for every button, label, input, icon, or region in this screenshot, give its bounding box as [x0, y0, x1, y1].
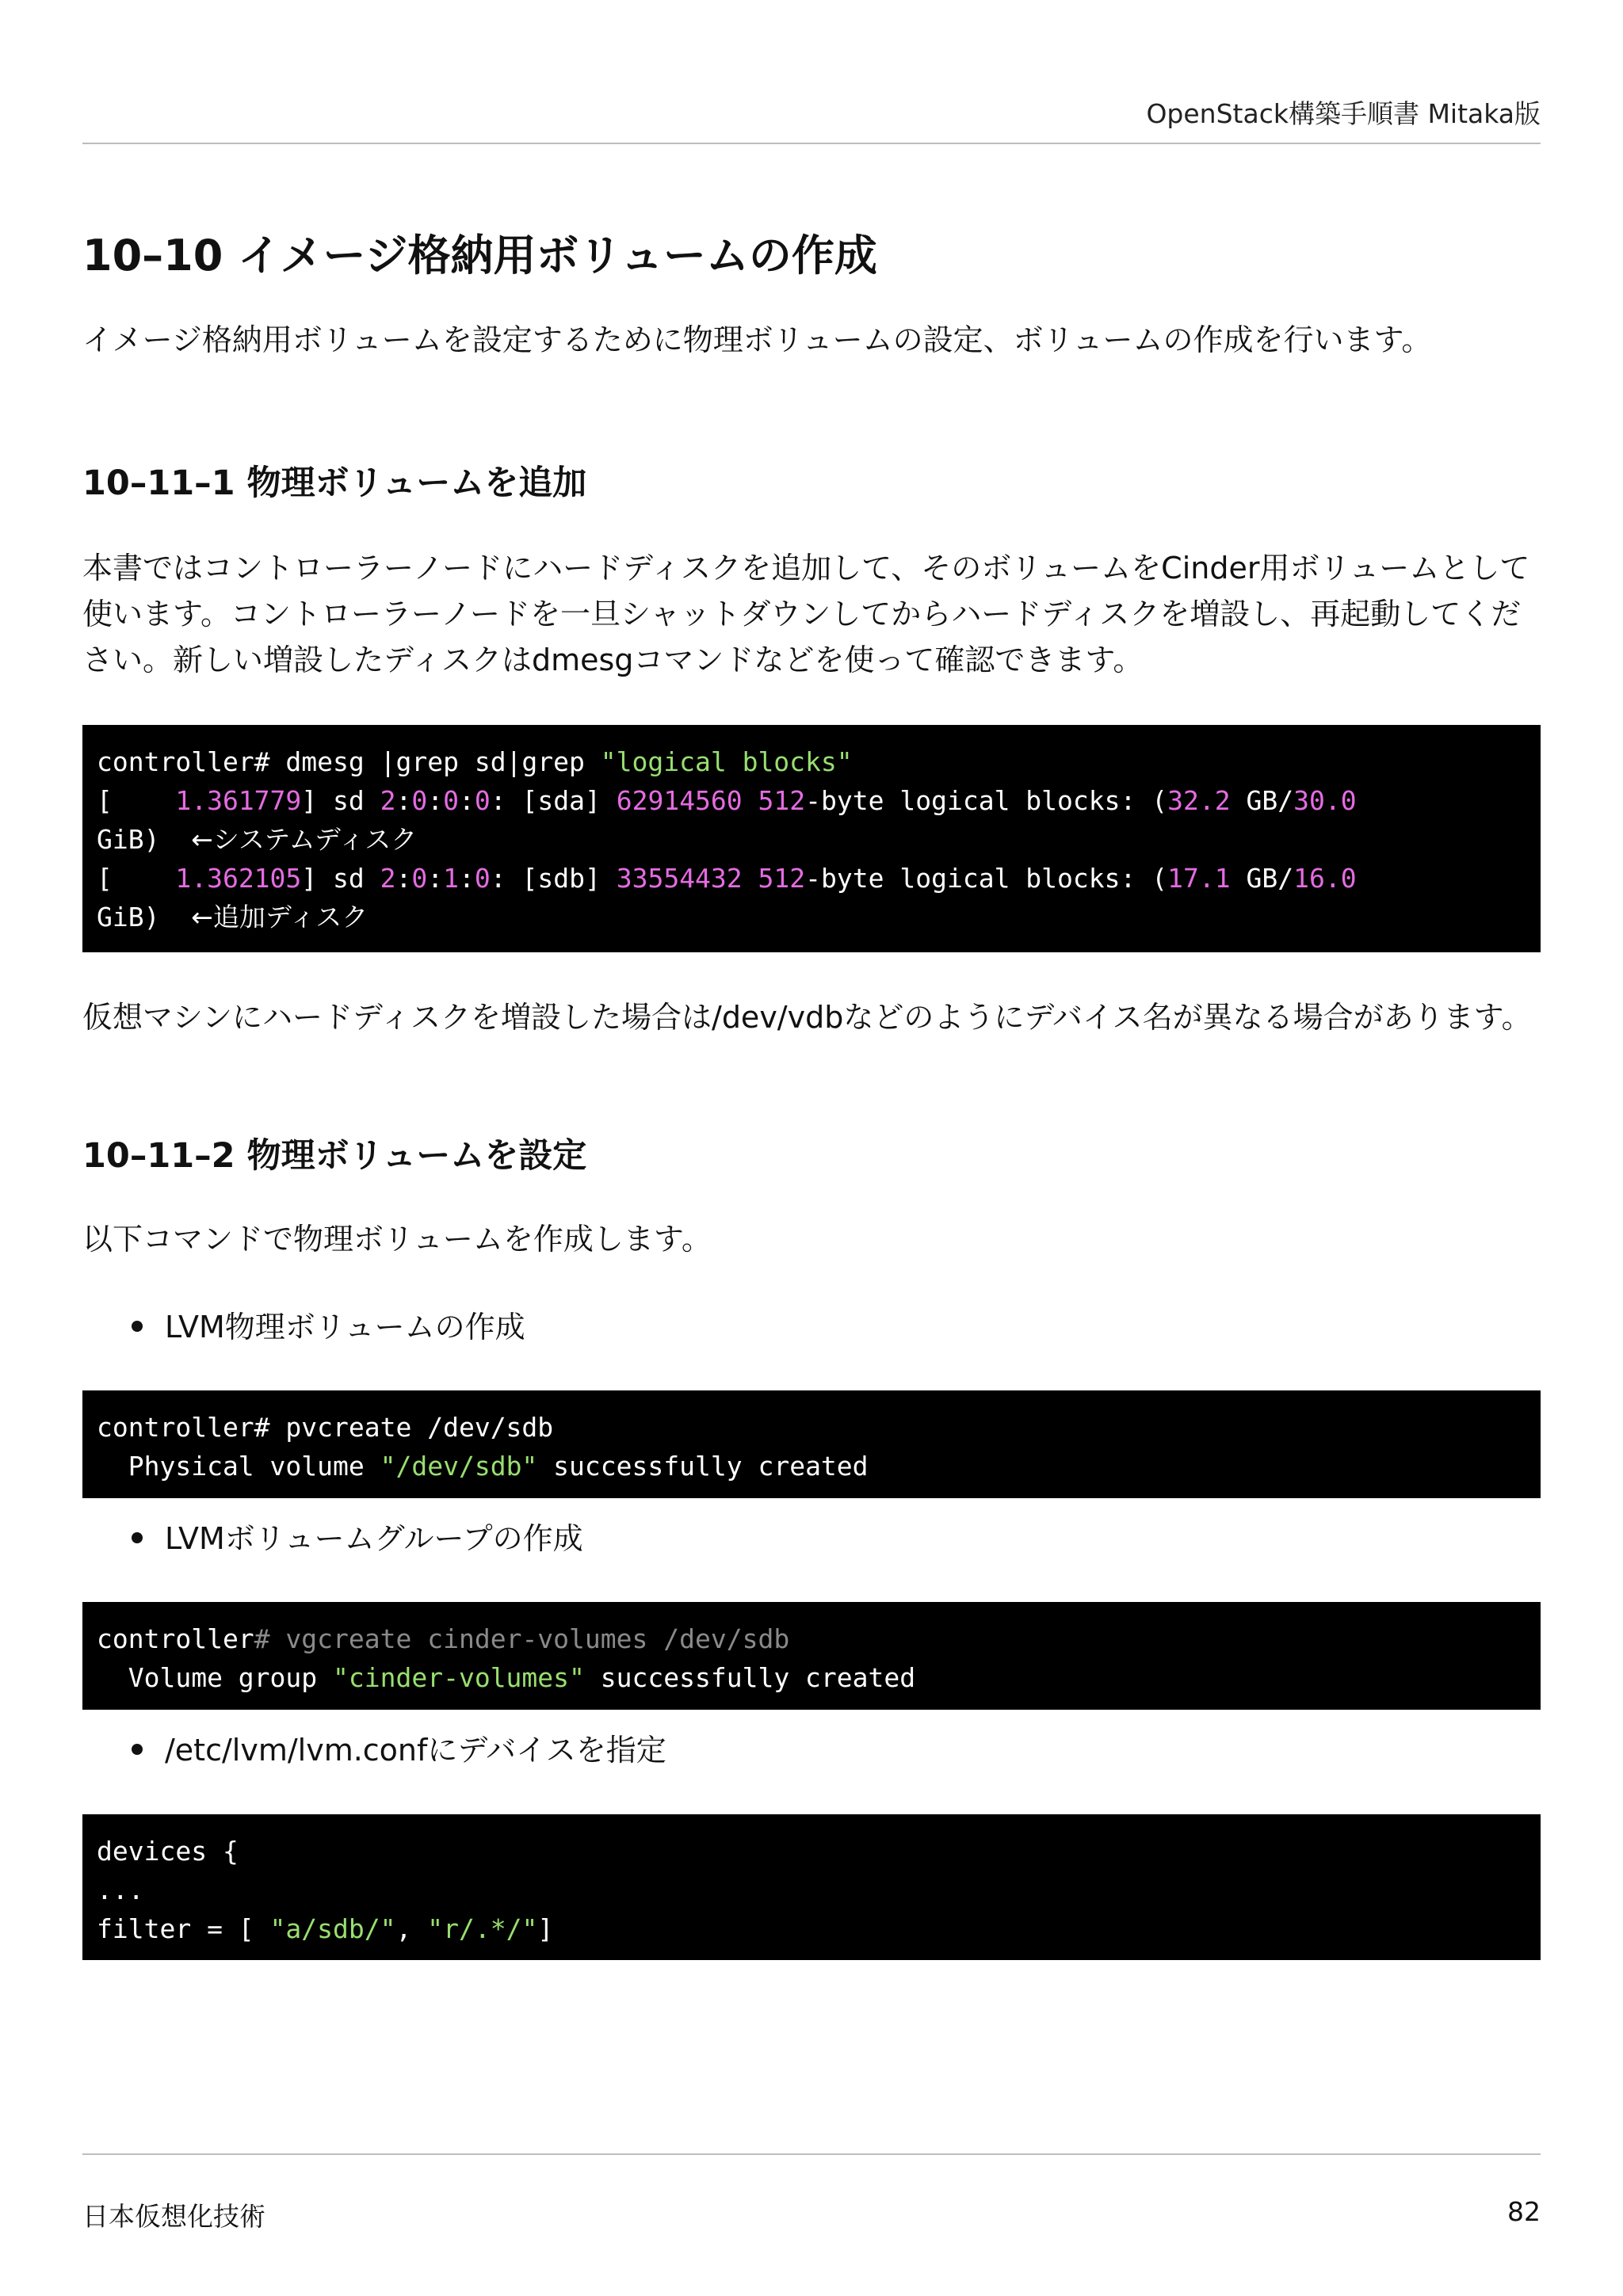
- code-line: filter = [ "a/sdb/", "r/.*/"]: [97, 1913, 554, 1944]
- subsection-add-volume-paragraph: 本書ではコントローラーノードにハードディスクを追加して、そのボリュームをCinder用ボリュームとして使います。コントローラーノードを一旦シャットダウンしてからハードディスクを増設し、再起動してください。新しい増設したディスクはdmesgコマンドなどを使って確認できます。: [82, 551, 1530, 677]
- footer-publisher: 日本仮想化技術: [82, 2201, 265, 2232]
- page-footer: [82, 2153, 1541, 2232]
- code-block-dmesg: [82, 725, 1541, 952]
- document-title: OpenStack構築手順書 Mitaka版: [1146, 98, 1541, 129]
- bullet-dot-icon: [132, 1744, 143, 1755]
- section-heading: 10–10 イメージ格納用ボリュームの作成: [82, 231, 877, 280]
- vdb-note: 仮想マシンにハードディスクを増設した場合は/dev/vdbなどのようにデバイス名が異なる場合があります。: [82, 1000, 1532, 1035]
- section-intro: イメージ格納用ボリュームを設定するために物理ボリュームの設定、ボリュームの作成を行います。: [82, 322, 1432, 357]
- bullet-dot-icon: [132, 1532, 143, 1543]
- code-line: [ 1.361779] sd 2:0:0:0: [sda] 62914560 512-byte logical blocks: (32.2 GB/30.0: [97, 785, 1357, 816]
- code-line: GiB) ←システムディスク: [97, 824, 418, 855]
- code-line: [ 1.362105] sd 2:0:1:0: [sdb] 33554432 512-byte logical blocks: (17.1 GB/16.0: [97, 863, 1357, 894]
- code-line: controller# dmesg |grep sd|grep "logical blocks": [97, 746, 853, 777]
- code-block-lvm-conf: [82, 1814, 1541, 1960]
- code-block-pvcreate: [82, 1390, 1541, 1498]
- subsection-heading-add-volume: 10–11–1 物理ボリュームを追加: [82, 463, 587, 503]
- code-block-vgcreate: [82, 1602, 1541, 1710]
- code-line: controller# pvcreate /dev/sdb: [97, 1412, 554, 1443]
- code-line: devices {: [97, 1836, 239, 1867]
- bullet-item: /etc/lvm/lvm.confにデバイスを指定: [132, 1727, 666, 1773]
- code-line: GiB) ←追加ディスク: [97, 902, 369, 933]
- code-line: Physical volume "/dev/sdb" successfully created: [97, 1451, 869, 1482]
- bullet-dot-icon: [132, 1321, 143, 1332]
- code-line: controller# vgcreate cinder-volumes /dev/sdb: [97, 1623, 790, 1654]
- page-number: 82: [1507, 2196, 1541, 2227]
- code-line: Volume group "cinder-volumes" successfully created: [97, 1662, 916, 1693]
- subsection-heading-configure-volume: 10–11–2 物理ボリュームを設定: [82, 1136, 587, 1176]
- bullet-item: LVM物理ボリュームの作成: [132, 1304, 525, 1350]
- subsection-configure-paragraph: 以下コマンドで物理ボリュームを作成します。: [82, 1222, 712, 1257]
- code-line: ...: [97, 1875, 144, 1905]
- page-header: [82, 0, 1541, 144]
- bullet-item: LVMボリュームグループの作成: [132, 1516, 583, 1562]
